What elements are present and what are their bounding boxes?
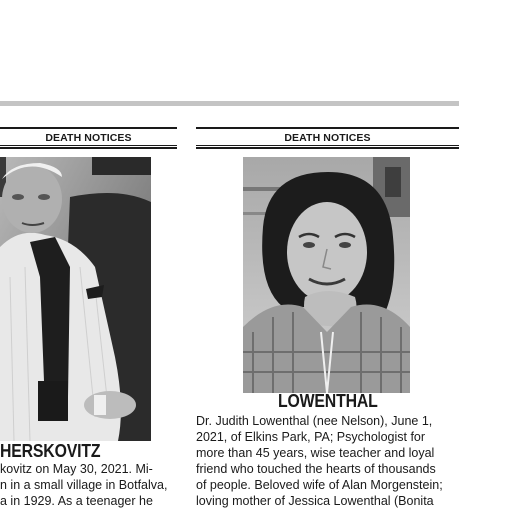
right-notice-line: Dr. Judith Lowenthal (nee Nelson), June 1, [196, 414, 433, 428]
right-section-header [196, 127, 459, 149]
right-notice-line: loving mother of Jessica Lowenthal (Bonita [196, 494, 434, 508]
left-section-header-label: DEATH NOTICES [45, 132, 132, 144]
left-notice-line: n in a small village in Botfalva, [0, 478, 168, 492]
right-notice-line: 2021, of Elkins Park, PA; Psychologist for [196, 430, 426, 444]
left-notice-text [0, 461, 180, 509]
top-divider-rule [0, 101, 459, 106]
lowenthal-portrait-photo [243, 157, 410, 393]
left-notice-name: HERSKOVITZ [0, 441, 101, 461]
right-notice-line: of people. Beloved wife of Alan Morgenstein; [196, 478, 443, 492]
herskovitz-portrait-photo [0, 157, 151, 441]
right-notice-line: more than 45 years, wise teacher and loyal [196, 446, 435, 460]
left-section-header [0, 127, 177, 149]
right-notice-name: LOWENTHAL [278, 391, 378, 411]
right-section-header-label: DEATH NOTICES [284, 132, 371, 144]
right-notice-text [196, 413, 460, 509]
right-notice-line: friend who touched the hearts of thousands [196, 462, 436, 476]
elderly-man-portrait-image [0, 157, 151, 441]
left-notice-line: a in 1929. As a teenager he [0, 494, 153, 508]
left-notice-line: kovitz on May 30, 2021. Mi- [0, 462, 153, 476]
woman-portrait-image [243, 157, 410, 393]
